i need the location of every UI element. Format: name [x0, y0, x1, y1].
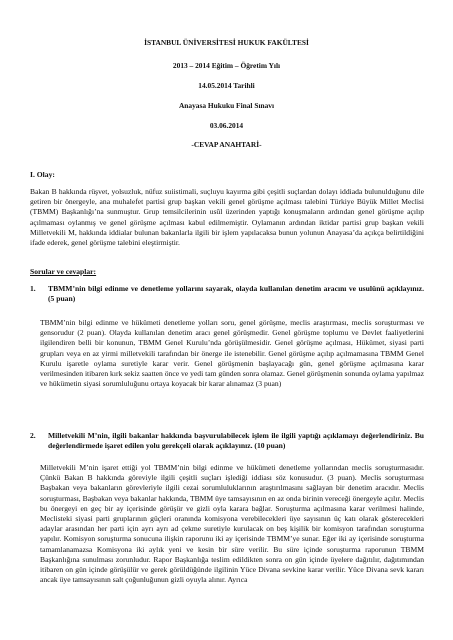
question-2 — [30, 431, 424, 451]
question-number: 1. — [30, 284, 36, 293]
question-text: Milletvekili M’nin, ilgili bakanlar hakkında başvurulabilecek işlem ile ilgili yaptığı açıklamayı değerlendiriniz. Bu değerlendirmede işaret edilen yolu gerekçeli olarak açıklayınız. (10 puan) — [48, 431, 424, 451]
answer-1: TBMM’nin bilgi edinme ve hükümeti denetleme yolları soru, genel görüşme, meclis araştırması, meclis soruşturması ve gensorudur (2 puan). Olayda kullanılan denetim aracı genel görüşmedir. Genel görüşme toplumu ve Devlet faaliyetlerini ilgilendiren belli bir konunun, TBMM Genel Kurulu’nda görüşülmesidir. Genel görüşme açılması, Hükümet, siyasi parti grupları veya en az yirmi milletvekili tarafından bir önerge ile istenebilir. Genel görüşme açılıp açılmamasına TBMM Genel Kurulu işaretle oylama suretiyle karar verir. Genel görüşmenin başlayacağı gün, genel görüşme açılmasına karar verilmesinden itibaren kırk sekiz saatten önce ve yedi tam günden sonra olamaz. Genel görüşmenin sonunda oylama yapılmaz ve hükümetin siyasi sorumluluğunu ortaya koyacak bir karar alınamaz (3 puan) — [40, 318, 424, 389]
question-number: 2. — [30, 431, 36, 440]
university-title: İSTANBUL ÜNİVERSİTESİ HUKUK FAKÜLTESİ — [144, 38, 309, 47]
case-heading: I. Olay: — [30, 170, 55, 179]
academic-year: 2013 – 2014 Eğitim – Öğretim Yılı — [172, 61, 281, 70]
questions-heading: Sorular ve cevaplar: — [30, 267, 97, 276]
answer-2: Milletvekili M’nin işaret ettiği yol TBMM’nin bilgi edinme ve hükümeti denetleme yollarından meclis soruşturmasıdır. Çünkü Bakan B hakkında göreviyle ilgili çeşitli suçları işlediği iddiası söz konusudur. (3 puan). Meclis soruşturması Başbakan veya bakanların görevleriyle ilgili cezai sorumluluklarının araştırılmasını sağlayan bir denetim aracıdır. Meclis soruşturması, Başbakan veya bakanlar hakkında, TBMM üye tamsayısının en az onda birinin vereceği önergeyle açılır. Meclis bu önergeyi en geç bir ay içerisinde görüşür ve gizli oyla karara bağlar. Soruşturma açılmasına karar verilmesi halinde, Meclisteki siyasi parti gruplarının güçleri oranında komisyona verebilecekleri üye sayısının üç katı olarak gösterecekleri adaylar arasından her parti için ayrı ayrı ad çekme suretiyle kurulacak on beş kişilik bir komisyon tarafından soruşturma yapılır. Komisyon soruşturma sonucuna ilişkin raporunu iki ay içerisinde TBMM’ye sunar. Eğer iki ay içerisinde soruşturma tamamlanamazsa Komisyona iki aylık yeni ve kesin bir süre verilir. Bu süre içinde soruşturma raporunun TBMM Başkanlığına sunulması zorunludur. Rapor Başkanlığa teslim edildikten sonra on gün içinde üyelere dağıtılır, dağıtımından itibaren on gün içinde görüşülür ve gerek görüldüğünde ilgilinin Yüce Divana sevkine karar verilir. Yüce Divana sevk kararı ancak üye tamsayısının salt çoğunluğunun gizli oyuyla alınır. Ayrıca — [40, 463, 424, 585]
answer-date: 03.06.2014 — [209, 121, 244, 130]
case-text: Bakan B hakkında rüşvet, yolsuzluk, nüfuz suiistimali, suçluyu kayırma gibi çeşitli suçlardan dolayı iddiada bulunulduğunu dile getiren bir önergeyle, ana muhalefet partisi grup başkan vekili genel görüşme açılması talebini Türkiye Büyük Millet Meclisi (TBMM) Başkanlığı’na sunmuştur. Grup temsilcilerinin usûl üzerinden yaptığı konuşmaların ardından genel görüşme açılıp açılmaması oylanmış ve genel görüşme açılması kabul edilmemiştir. Oylamanın ardından iktidar partisi grup başkan vekili Milletvekili M, hakkında iddialar bulunan bakanlarla ilgili bir işlem yapılacaksa bunun yolunun Anayasa’da açıkça belirtildiğini ifade ederek, genel görüşme talebini eleştirmiştir. — [30, 187, 424, 248]
exam-date: 14.05.2014 Tarihli — [198, 81, 255, 90]
question-1 — [30, 284, 424, 304]
answer-key-title: -CEVAP ANAHTARİ- — [191, 140, 262, 149]
question-text: TBMM’nin bilgi edinme ve denetleme yollarını sayarak, olayda kullanılan denetim aracını ve usulünü açıklayınız. (5 puan) — [48, 284, 424, 304]
exam-title: Anayasa Hukuku Final Sınavı — [178, 101, 275, 110]
